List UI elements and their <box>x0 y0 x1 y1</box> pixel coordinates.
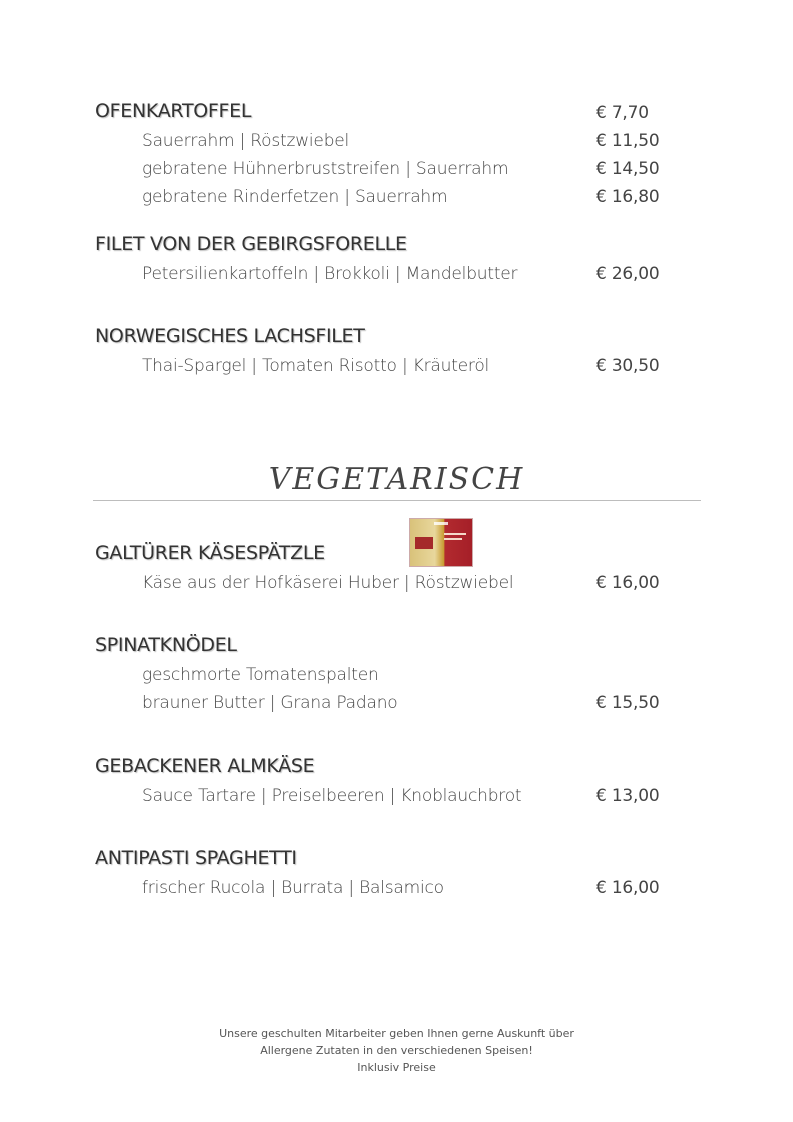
dish-price: € 16,00 <box>596 573 660 593</box>
dish-price: € 16,80 <box>596 187 660 207</box>
footer-price-note: Inklusiv Preise <box>357 1061 436 1074</box>
footer-allergen-note: Unsere geschulten Mitarbeiter geben Ihnen gerne Auskunft über <box>219 1027 574 1040</box>
dish-description: gebratene Hühnerbruststreifen | Sauerrahm <box>142 159 509 179</box>
dish-price: € 16,00 <box>596 878 660 898</box>
dish-photo-thumbnail <box>409 518 473 567</box>
section-divider <box>93 500 701 501</box>
footer-allergen-note: Allergene Zutaten in den verschiedenen Speisen! <box>260 1044 533 1057</box>
dish-price: € 13,00 <box>596 786 660 806</box>
dish-name-ofenkartoffel: OFENKARTOFFEL <box>95 100 252 122</box>
dish-description: gebratene Rinderfetzen | Sauerrahm <box>142 187 448 207</box>
dish-price-ofenkartoffel: € 7,70 <box>596 103 649 123</box>
dish-name-spaghetti: ANTIPASTI SPAGHETTI <box>95 847 297 869</box>
dish-name-kaesespaetzle: GALTÜRER KÄSESPÄTZLE <box>95 542 325 564</box>
dish-description: Sauerrahm | Röstzwiebel <box>142 131 350 151</box>
dish-description: brauner Butter | Grana Padano <box>142 693 398 713</box>
dish-price: € 15,50 <box>596 693 660 713</box>
dish-description: frischer Rucola | Burrata | Balsamico <box>142 878 444 898</box>
dish-price: € 14,50 <box>596 159 660 179</box>
dish-description: Thai-Spargel | Tomaten Risotto | Kräuteröl <box>142 356 490 376</box>
section-title-vegetarisch: VEGETARISCH <box>268 462 525 497</box>
dish-price: € 30,50 <box>596 356 660 376</box>
dish-description: geschmorte Tomatenspalten <box>142 665 379 685</box>
dish-name-spinatknoedel: SPINATKNÖDEL <box>95 634 237 656</box>
dish-name-forelle: FILET VON DER GEBIRGSFORELLE <box>95 233 407 255</box>
dish-description: Sauce Tartare | Preiselbeeren | Knoblauchbrot <box>142 786 522 806</box>
dish-name-lachsfilet: NORWEGISCHES LACHSFILET <box>95 325 365 347</box>
dish-price: € 11,50 <box>596 131 660 151</box>
dish-description: Käse aus der Hofkäserei Huber | Röstzwiebel <box>142 573 514 593</box>
dish-description: Petersilienkartoffeln | Brokkoli | Mandelbutter <box>142 264 518 284</box>
dish-name-almkaese: GEBACKENER ALMKÄSE <box>95 755 315 777</box>
dish-price: € 26,00 <box>596 264 660 284</box>
